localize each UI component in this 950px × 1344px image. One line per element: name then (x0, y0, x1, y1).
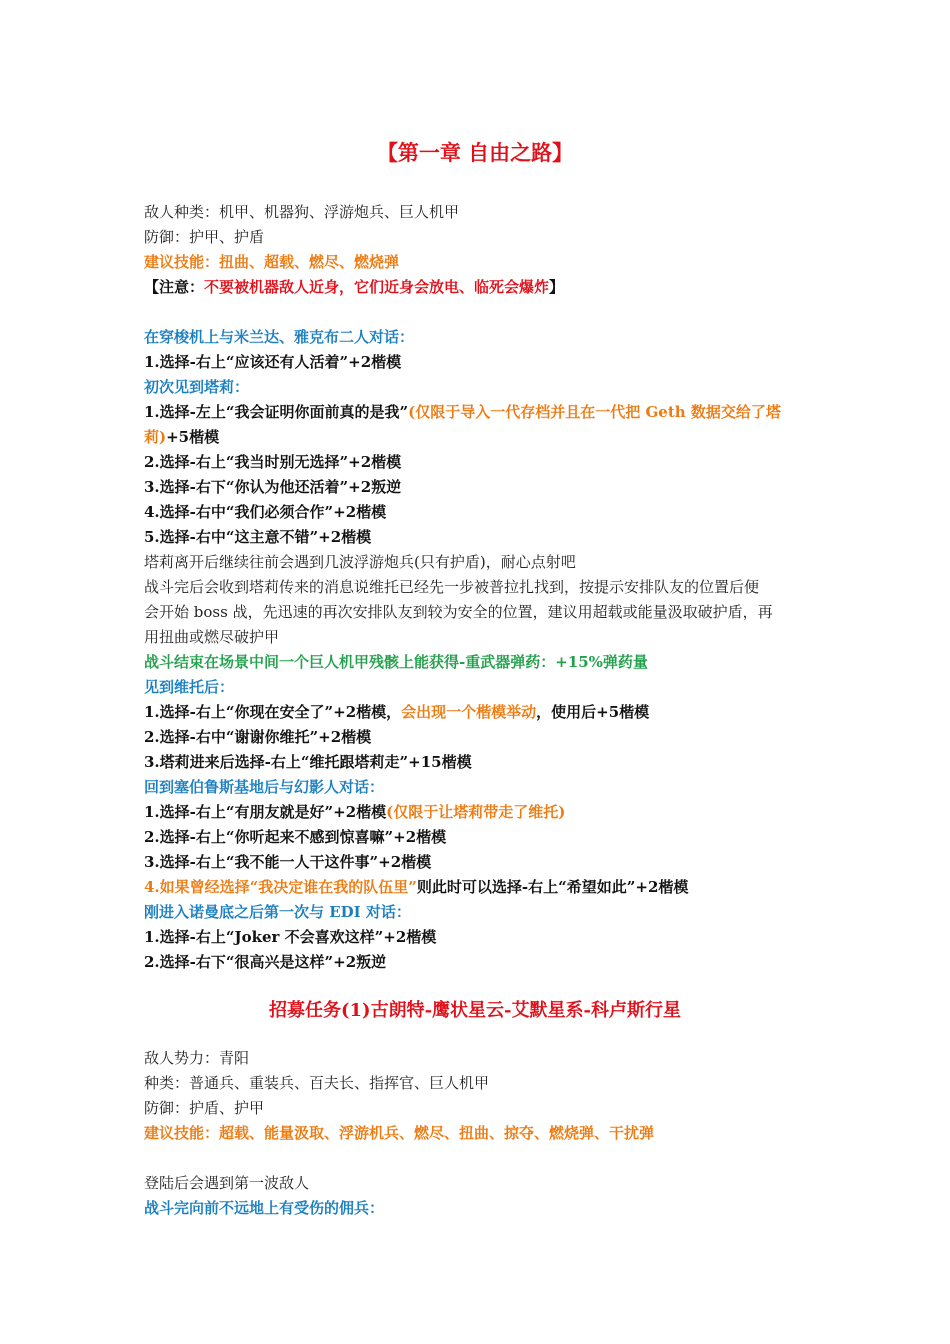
choice-text: 1.选择-左上“我会证明你面前真的是我” (144, 403, 409, 421)
choice-item (144, 800, 808, 825)
loot-note: 战斗结束在场景中间一个巨人机甲残骸上能获得-重武器弹药：+15%弹药量 (144, 653, 648, 671)
warning-text: 不要被机器敌人近身，它们近身会放电、临死会爆炸 (204, 278, 550, 296)
condition-note: 4.如果曾经选择“我决定谁在我的队伍里” (144, 878, 417, 896)
choice-item: 2.选择-右上“你听起来不感到惊喜嘛”+2楷模 (144, 828, 447, 846)
enemy-types: 种类：普通兵、重装兵、百夫长、指挥官、巨人机甲 (144, 1074, 490, 1092)
choice-item (144, 400, 808, 450)
choice-item (144, 700, 808, 725)
warning-close: 】 (549, 278, 565, 296)
paragraph-line: 战斗完后会收到塔莉传来的消息说维托已经先一步被普拉扎找到，按提示安排队友的位置后便 (144, 578, 760, 596)
defense-line: 防御：护盾、护甲 (144, 1099, 265, 1117)
section-heading-illusive-man: 回到塞伯鲁斯基地后与幻影人对话： (144, 778, 385, 796)
warning-note (144, 275, 808, 300)
choice-item: 1.选择-右上“Joker 不会喜欢这样”+2楷模 (144, 928, 437, 946)
choice-item: 3.选择-右下“你认为他还活着”+2叛逆 (144, 478, 402, 496)
choice-item: 3.塔莉进来后选择-右上“维托跟塔莉走”+15楷模 (144, 753, 472, 771)
choice-item: 2.选择-右下“很高兴是这样”+2叛逆 (144, 953, 387, 971)
choice-reward: +5楷模 (166, 428, 220, 446)
choice-reward: ，使用后+5楷模 (536, 703, 650, 721)
choice-text: 1.选择-右上“有朋友就是好”+2楷模 (144, 803, 387, 821)
choice-item: 1.选择-右上“应该还有人活着”+2楷模 (144, 353, 402, 371)
mission-title: 招募任务(1)古朗特-鹰状星云-艾默星系-科卢斯行星 (269, 1000, 681, 1021)
choice-item: 2.选择-右上“我当时别无选择”+2楷模 (144, 453, 402, 471)
section-heading-tali: 初次见到塔莉： (144, 378, 250, 396)
suggested-skills: 建议技能：超载、能量汲取、浮游机兵、燃尽、扭曲、掠夺、燃烧弹、干扰弹 (144, 1124, 655, 1142)
section-heading-mercenary: 战斗完向前不远地上有受伤的佣兵： (144, 1199, 385, 1217)
section-heading-shuttle: 在穿梭机上与米兰达、雅克布二人对话： (144, 328, 415, 346)
choice-text: 1.选择-右上“你现在安全了”+2楷模， (144, 703, 402, 721)
choice-item: 4.选择-右中“我们必须合作”+2楷模 (144, 503, 387, 521)
choice-item: 2.选择-右中“谢谢你维托”+2楷模 (144, 728, 372, 746)
defense-line: 防御：护甲、护盾 (144, 228, 265, 246)
condition-note: (仅限于让塔莉带走了维托) (386, 803, 566, 821)
enemy-faction: 敌人势力：青阳 (144, 1049, 250, 1067)
choice-item (144, 875, 808, 900)
chapter-title: 【第一章 自由之路】 (376, 140, 574, 165)
enemy-types: 敌人种类：机甲、机器狗、浮游炮兵、巨人机甲 (144, 203, 460, 221)
choice-item: 3.选择-右上“我不能一人干这件事”+2楷模 (144, 853, 432, 871)
section-heading-edi: 刚进入诺曼底之后第一次与 EDI 对话： (144, 903, 411, 921)
paragraph: 塔莉离开后继续往前会遇到几波浮游炮兵(只有护盾)，耐心点射吧 (144, 553, 576, 571)
section-heading-veetor: 见到维托后： (144, 678, 235, 696)
warning-open: 【注意： (144, 278, 205, 296)
suggested-skills: 建议技能：扭曲、超载、燃尽、燃烧弹 (144, 253, 400, 271)
paragon-action-note: 会出现一个楷模举动 (401, 703, 537, 721)
condition-note: (仅限于导入一代存档并且在一代把 Geth 数据交给了塔莉) (144, 403, 781, 446)
choice-text: 则此时可以选择-右上“希望如此”+2楷模 (416, 878, 689, 896)
paragraph: 登陆后会遇到第一波敌人 (144, 1174, 310, 1192)
paragraph-line: 用扭曲或燃尽破护甲 (144, 628, 280, 646)
choice-item: 5.选择-右中“这主意不错”+2楷模 (144, 528, 372, 546)
paragraph-line: 会开始 boss 战，先迅速的再次安排队友到较为安全的位置，建议用超载或能量汲取破护盾，再 (144, 603, 773, 621)
